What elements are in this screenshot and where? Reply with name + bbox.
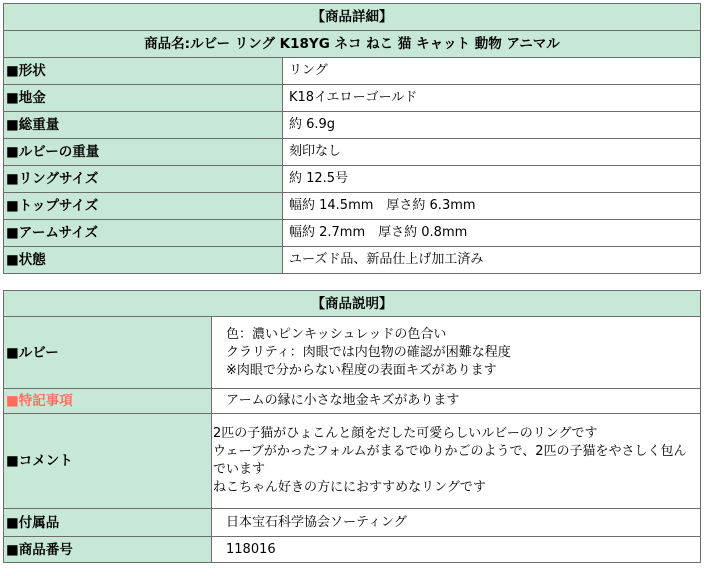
ruby-note: ※肉眼で分からない程度の表面キズがあります: [226, 362, 497, 378]
row-label: ■総重量: [4, 112, 283, 139]
ruby-details: [212, 317, 701, 389]
table-row: [4, 317, 701, 389]
row-label: ■アームサイズ: [4, 220, 283, 247]
table-row: [4, 509, 701, 537]
table-row: [4, 166, 701, 193]
ruby-color: 色：濃いピンキッシュレッドの色合い: [226, 326, 447, 342]
table-row: [4, 193, 701, 220]
row-value: ユーズド品、新品仕上げ加工済み: [283, 247, 701, 274]
row-label: ■ルビーの重量: [4, 139, 283, 166]
table-row: [4, 537, 701, 563]
accessories-value: 日本宝石科学協会ソーティング: [212, 509, 701, 537]
row-label: ■地金: [4, 85, 283, 112]
product-description-table: [3, 290, 701, 563]
table-row: [4, 220, 701, 247]
row-label: ■リングサイズ: [4, 166, 283, 193]
ruby-label: ■ルビー: [4, 317, 212, 389]
table-row: [4, 58, 701, 85]
row-value: 幅約 14.5mm 厚さ約 6.3mm: [283, 193, 701, 220]
row-value: 約 12.5号: [283, 166, 701, 193]
comment-line: ねこちゃん好きの方ににおすすめなリングです: [213, 480, 486, 495]
comment-label: ■コメント: [4, 414, 212, 509]
table-row: [4, 112, 701, 139]
accessories-label: ■付属品: [4, 509, 212, 537]
row-value: リング: [283, 58, 701, 85]
row-value: 約 6.9g: [283, 112, 701, 139]
ruby-clarity: クラリティ：肉眼では内包物の確認が困難な程度: [226, 344, 511, 360]
table-row: [4, 85, 701, 112]
table-row: [4, 139, 701, 166]
row-label: ■トップサイズ: [4, 193, 283, 220]
row-value: K18イエローゴールド: [283, 85, 701, 112]
comment-text: [212, 414, 701, 509]
item-number-value: 118016: [212, 537, 701, 563]
row-value: 刻印なし: [283, 139, 701, 166]
comment-line: 2匹の子猫がひょこんと顔をだした可愛らしいルビーのリングです: [213, 426, 598, 441]
table-row: [4, 389, 701, 414]
table-row: [4, 414, 701, 509]
description-header: 【商品説明】: [4, 291, 701, 317]
special-notes-value: アームの縁に小さな地金キズがあります: [212, 389, 701, 414]
item-number-label: ■商品番号: [4, 537, 212, 563]
product-details-table: [3, 3, 701, 274]
row-value: 幅約 2.7mm 厚さ約 0.8mm: [283, 220, 701, 247]
product-name: 商品名:ルビー リング K18YG ネコ ねこ 猫 キャット 動物 アニマル: [4, 31, 701, 58]
details-header: 【商品詳細】: [4, 4, 701, 31]
row-label: ■形状: [4, 58, 283, 85]
special-notes-label: ■特記事項: [4, 389, 212, 414]
row-label: ■状態: [4, 247, 283, 274]
table-row: [4, 247, 701, 274]
comment-line: ウェーブがかったフォルムがまるでゆりかごのようで、2匹の子猫をやさしく包んでいます: [213, 444, 687, 477]
